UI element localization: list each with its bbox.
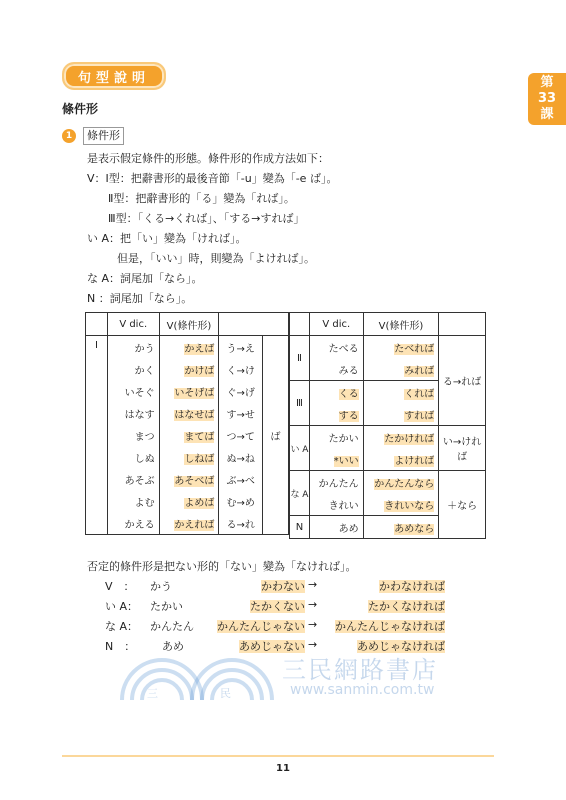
neg-label: い A： (105, 600, 139, 613)
explanation-line: V：Ⅰ型：把辭書形的最後音節「-u」變為「-e ば」。 (87, 172, 338, 185)
watermark-logo-icon (112, 625, 282, 705)
sub-title: 條件形 (62, 102, 99, 116)
neg-nai: たかくない (250, 600, 305, 613)
neg-nai: あめじゃない (239, 640, 305, 653)
explanation-line: N ：詞尾加「なら」。 (87, 292, 193, 305)
neg-cond: かんたんじゃなければ (335, 620, 445, 633)
arrow: → (308, 578, 318, 591)
arrow: → (308, 618, 318, 631)
conjugation-table-right: V dic. V(條件形) Ⅱ たべる たべれば る→れば みる みれば Ⅲ くる くれば する すれば い A たかい たかければ い→ければ *いい よければ な A かんたん かんたんなら ＋なら きれい きれいなら N あめ あめなら (289, 312, 486, 539)
footer-divider (62, 755, 494, 757)
neg-cond: かわなければ (379, 580, 445, 593)
neg-cond: たかくなければ (368, 600, 445, 613)
neg-dict: たかい (150, 600, 183, 613)
item-number-badge: 1 (62, 129, 76, 143)
item-label: 條件形 (83, 127, 124, 145)
header-vdic: V dic. (309, 313, 363, 336)
neg-label: N ： (105, 640, 136, 653)
group-label: N (290, 516, 310, 539)
header-vdic: V dic. (107, 313, 159, 336)
watermark-char: 三 (147, 687, 158, 700)
ba-label: ば (263, 336, 289, 535)
group-label: Ⅰ (86, 336, 108, 535)
page-number: 11 (276, 763, 290, 774)
table-cell: かえば (159, 336, 219, 359)
header-vcond: V(條件形) (159, 313, 219, 336)
group-label: い A (290, 426, 310, 471)
arrow: → (308, 598, 318, 611)
explanation-line: な A：詞尾加「なら」。 (87, 272, 203, 285)
conjugation-table-left: V dic. V(條件形) Ⅰ かう かえば う→え ば かく かけば く→け いそぐ いそげば ぐ→げ はなす はなせば す→せ まつ まてば つ→て しぬ しねば ぬ→ね あそぶ あそべば ぶ→べ よむ よめば む→め かえる かえれば る→れ (85, 312, 289, 535)
explanation-line: Ⅲ型：「くる→くれば」、「する→すれば」 (108, 212, 305, 225)
explanation-line: い A：把「い」變為「ければ」。 (87, 232, 247, 245)
table-corner (86, 313, 108, 336)
neg-cond: あめじゃなければ (357, 640, 445, 653)
explanation-line: 是表示假定條件的形態。條件形的作成方法如下： (87, 152, 329, 165)
header-vcond: V(條件形) (363, 313, 439, 336)
rule-i: い→ければ (439, 426, 486, 471)
explanation-line: Ⅱ型：把辭書形的「る」變為「れば」。 (108, 192, 295, 205)
neg-dict: かう (150, 580, 172, 593)
watermark-name: 三民網路書店 (282, 656, 438, 684)
neg-nai: かんたんじゃない (217, 620, 305, 633)
group-label: Ⅱ (290, 336, 310, 381)
table-cell: う→え (219, 336, 263, 359)
neg-label: な A： (105, 620, 139, 633)
section-tab: 句型說明 (62, 62, 166, 90)
neg-dict: あめ (162, 640, 184, 653)
watermark-url: www.sanmin.com.tw (290, 682, 435, 698)
watermark-arcs (112, 625, 282, 705)
rule-nara: ＋なら (439, 471, 486, 539)
table-cell: かう (107, 336, 159, 359)
watermark-char: 民 (220, 687, 231, 700)
group-label: Ⅲ (290, 381, 310, 426)
neg-dict: かんたん (150, 620, 194, 633)
group-label: な A (290, 471, 310, 516)
arrow: → (308, 638, 318, 651)
rule-ru: る→れば (439, 336, 486, 426)
neg-nai: かわない (261, 580, 305, 593)
lesson-badge: 第 33 課 (528, 73, 566, 125)
neg-label: V ： (105, 580, 135, 593)
negative-intro: 否定的條件形是把ない形的「ない」變為「なければ」。 (87, 560, 357, 573)
explanation-line: 但是，「いい」時，則變為「よければ」。 (117, 252, 315, 265)
